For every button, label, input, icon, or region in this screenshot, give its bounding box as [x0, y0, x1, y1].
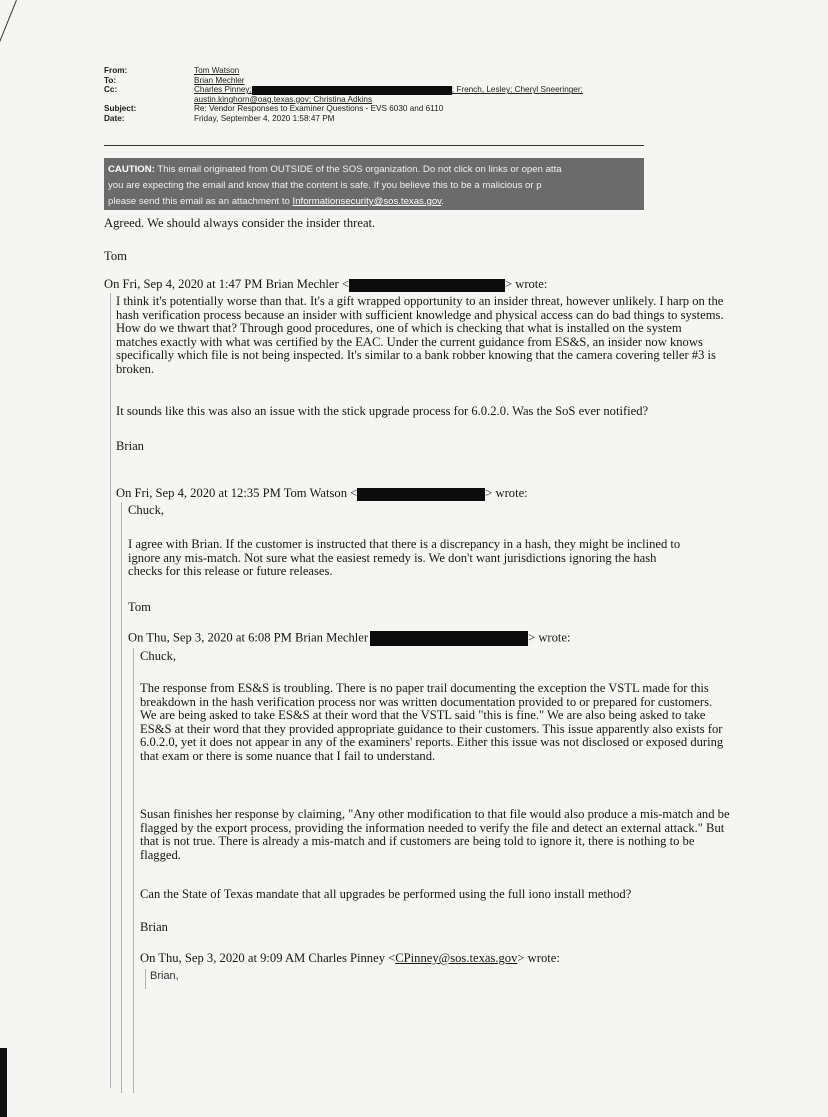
quote1-signoff: Brian — [116, 439, 144, 453]
quote3-bar — [133, 648, 134, 1093]
to-row — [104, 76, 664, 86]
quote2-attribution-text: On Fri, Sep 4, 2020 at 12:35 PM Tom Watson < — [116, 486, 358, 500]
quote3-attribution-text: On Thu, Sep 3, 2020 at 6:08 PM Brian Mechler — [128, 630, 369, 645]
email-header — [104, 66, 664, 124]
caution-banner — [104, 158, 644, 210]
scan-mark — [0, 0, 17, 56]
subject-value: Re: Vendor Responses to Examiner Questions - EVS 6030 and 6110 — [194, 104, 444, 114]
subject-row — [104, 104, 664, 114]
quote4-attribution-text: On Thu, Sep 3, 2020 at 9:09 AM Charles Pinney < — [140, 951, 396, 965]
caution-label: CAUTION: — [108, 164, 155, 175]
quote1-bar — [110, 293, 111, 1088]
quote1-attribution — [104, 278, 547, 292]
quote2-attribution — [116, 487, 528, 501]
quote3-para1: The response from ES&S is troubling. There is no paper trail documenting the exception the VSTL made for this breakdown in the hash verification process nor was written documentation provided to or prepared for customers. We are being asked to take ES&S at their word that the VSTL said "this is fine." We are also being asked to take ES&S at their word that they provided appropriate guidance to their customers. This issue apparently also exists for 6.0.2.0, yet it does not appear in any of the examiners' reports. Either this issue was not disclosed or exposed during that exam or there is some nuance that I fail to understand. — [140, 681, 724, 763]
redaction-box — [357, 488, 485, 501]
quote4-greeting: Brian, — [150, 970, 179, 982]
header-divider — [104, 145, 644, 146]
banner-period: . — [441, 196, 444, 207]
quote3-greeting: Chuck, — [140, 649, 177, 663]
quote1-para1: I think it's potentially worse than that. It's a gift wrapped opportunity to an insider threat, however unlikely. I harp on the hash verification process because an insider with sufficient knowledge and physical access can do bad things to systems. How do we thwart that? Through good procedures, one of which is checking that what is installed on the system matches exactly with what was certified by the EAC. Under the current guidance from ES&S, an insider now knows specifically which file is not being inspected. It's similar to a bank robber knowing that the camera covering teller #3 is broken. — [116, 294, 724, 376]
cc-row — [104, 85, 664, 95]
quote3-signoff: Brian — [140, 920, 168, 934]
redaction-box — [370, 631, 528, 646]
banner-text-1: This email originated from OUTSIDE of the SOS organization. Do not click on links or open atta — [154, 164, 562, 175]
quote3-para3: Can the State of Texas mandate that all upgrades be performed using the full iono install method? — [140, 887, 632, 901]
from-row — [104, 66, 664, 76]
from-label: From: — [104, 66, 128, 75]
reply-signoff: Tom — [104, 249, 127, 263]
from-value[interactable]: Tom Watson — [194, 66, 240, 75]
cc-row-2 — [104, 95, 664, 105]
cc-name[interactable]: Charles Pinney; — [194, 85, 252, 95]
quote4-wrote: > wrote: — [517, 951, 560, 965]
subject-label: Subject: — [104, 104, 137, 114]
quote2-greeting: Chuck, — [128, 503, 165, 517]
banner-line-2: you are expecting the email and know that the content is safe. If you believe this to be a malicious or p — [108, 180, 542, 191]
to-value[interactable]: Brian Mechler — [194, 75, 245, 85]
redaction-box — [252, 86, 452, 95]
quote3-wrote: > wrote: — [528, 630, 571, 645]
quote2-wrote: > wrote: — [485, 486, 528, 500]
quote2-signoff: Tom — [128, 600, 151, 614]
date-row — [104, 114, 664, 124]
quote3-para2: Susan finishes her response by claiming, "Any other modification to that file would also produce a mis-match and be flagged by the export process, providing the information needed to verify the file and detect an external attack." But that is not true. There is already a mis-match and if customers are being told to ignore it, there is nothing to be flagged. — [140, 807, 730, 862]
quote2-bar — [121, 503, 122, 1093]
quote1-para2: It sounds like this was also an issue with the stick upgrade process for 6.0.2.0. Was the SoS ever notified? — [116, 404, 649, 418]
quote3-attribution — [128, 631, 571, 646]
quote1-wrote: > wrote: — [504, 277, 548, 291]
quote4-attribution — [140, 952, 560, 966]
quote4-bar — [145, 969, 146, 989]
redaction-box — [349, 279, 505, 292]
scan-edge — [0, 1048, 7, 1117]
infosec-email-link[interactable]: Informationsecurity@sos.texas.gov — [292, 196, 442, 207]
to-label: To: — [104, 75, 117, 85]
cc-label: Cc: — [104, 85, 118, 95]
cc-names[interactable]: ; French, Lesley; Cheryl Sneeringer; — [451, 85, 583, 95]
date-value: Friday, September 4, 2020 1:58:47 PM — [194, 113, 335, 123]
banner-line-3 — [108, 194, 644, 210]
cpinney-email-link[interactable]: CPinney@sos.texas.gov — [395, 951, 518, 965]
quote1-attribution-text: On Fri, Sep 4, 2020 at 1:47 PM Brian Mechler < — [104, 277, 349, 291]
cc-value — [194, 85, 583, 94]
quote2-para1: I agree with Brian. If the customer is instructed that there is a discrepancy in a hash, they might be inclined to ignore any mis-match. Not sure what the easiest remedy is. We don't want jurisdictions ignoring the hash checks for this release or future releases. — [128, 537, 681, 579]
reply-text: Agreed. We should always consider the insider threat. — [104, 216, 376, 230]
banner-text-3: please send this email as an attachment to — [108, 196, 293, 207]
date-label: Date: — [104, 113, 125, 123]
cc-value-line2[interactable]: austin.kinghorn@oag.texas.gov; Christina Adkins — [194, 94, 373, 104]
banner-line-1 — [108, 162, 644, 178]
